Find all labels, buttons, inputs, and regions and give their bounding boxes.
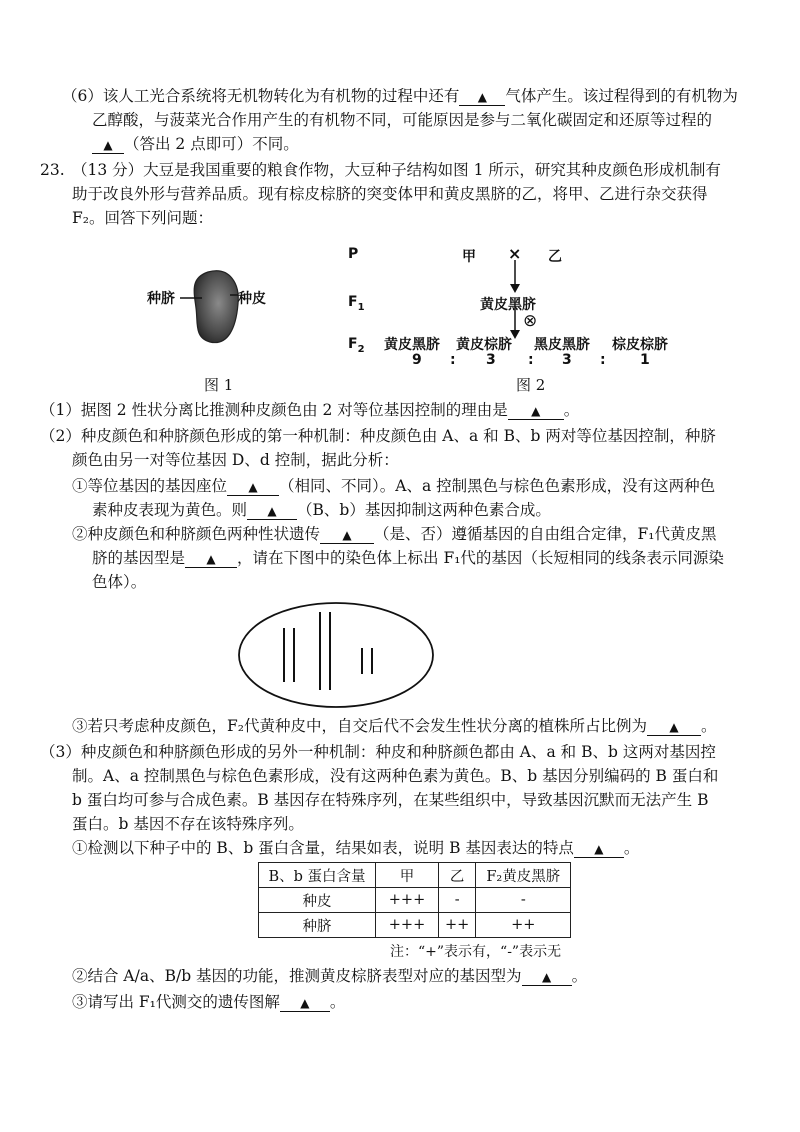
part-2-sub-3 bbox=[72, 716, 717, 736]
parent-yi: 乙 bbox=[548, 249, 562, 265]
table-cell: 种皮 bbox=[259, 888, 376, 913]
q23-intro-3: F₂。回答下列问题： bbox=[72, 209, 213, 227]
f-letter: F bbox=[348, 294, 358, 310]
answer-blank[interactable] bbox=[280, 994, 330, 1012]
q6-text: （6）该人工光合系统将无机物转化为有机物的过程中还有 bbox=[62, 87, 460, 105]
part-2-text: ①等位基因的基因座位 bbox=[72, 477, 228, 495]
part-2-text: 。 bbox=[700, 717, 717, 735]
figure-1-caption: 图 1 bbox=[204, 376, 234, 394]
part-2-text: 脐的基因型是 bbox=[92, 549, 186, 567]
row-label-p: P bbox=[348, 246, 359, 262]
triangle-mark: ▲ bbox=[267, 504, 277, 518]
ratio-colon: : bbox=[450, 352, 456, 368]
cell-outline bbox=[239, 603, 433, 707]
part-2-text: ，请在下图中的染色体上标出 F₁代的基因（长短相同的线条表示同源染 bbox=[237, 549, 724, 567]
part-3-text: ①检测以下种子中的 B、b 蛋白含量，结果如表，说明 B 基因表达的特点 bbox=[72, 839, 574, 857]
label-hilum: 种脐 bbox=[147, 291, 175, 307]
table-cell: +++ bbox=[376, 888, 439, 913]
table-header-cell: F₂黄皮黑脐 bbox=[476, 863, 571, 888]
triangle-mark: ▲ bbox=[103, 138, 113, 152]
q23-line-1 bbox=[40, 160, 65, 180]
answer-blank[interactable] bbox=[522, 968, 572, 986]
answer-blank[interactable] bbox=[320, 526, 374, 544]
part-2-text: （相同、不同）。A、a 控制黑色与棕色色素形成，没有这两种色 bbox=[279, 477, 716, 495]
table-cell: - bbox=[439, 888, 476, 913]
f2-phenotype: 棕皮棕脐 bbox=[612, 337, 668, 353]
q6-line-2: 乙醇酸，与菠菜光合作用产生的有机物不同，可能原因是参与二氧化碳固定和还原等过程的 bbox=[92, 111, 713, 129]
ratio-value: 9 bbox=[412, 352, 422, 368]
triangle-mark: ▲ bbox=[669, 720, 679, 734]
part-2-line-2: 颜色由另一对等位基因 D、d 控制，据此分析： bbox=[72, 451, 399, 469]
triangle-mark: ▲ bbox=[477, 90, 487, 104]
part-2-text: （B、b）基因抑制这两种色素合成。 bbox=[297, 501, 551, 519]
chromosome-cell-figure[interactable] bbox=[236, 600, 436, 710]
table-header-row bbox=[259, 863, 571, 888]
q6-line-3 bbox=[92, 134, 299, 154]
part-3-text: 。 bbox=[571, 967, 588, 985]
part-3-text: ②结合 A/a、B/b 基因的功能，推测黄皮棕脐表型对应的基因型为 bbox=[72, 967, 522, 985]
f2-phenotype: 黑皮黑脐 bbox=[534, 337, 590, 353]
row-label-f2 bbox=[348, 336, 365, 355]
part-3-line-4: 蛋白。b 基因不存在该特殊序列。 bbox=[72, 815, 304, 833]
triangle-mark: ▲ bbox=[300, 996, 310, 1010]
part-3-line-2: 制。A、a 控制黑色与棕色色素形成，没有这两种色素为黄色。B、b 基因分别编码的 B 蛋白和 bbox=[72, 767, 719, 785]
subscript: 2 bbox=[357, 343, 365, 355]
answer-blank[interactable] bbox=[647, 718, 701, 736]
part-1 bbox=[40, 400, 579, 420]
table-cell: 种脐 bbox=[259, 913, 376, 938]
f-letter: F bbox=[348, 336, 358, 352]
ratio-value: 1 bbox=[640, 352, 650, 368]
subscript: 1 bbox=[357, 301, 365, 313]
answer-blank[interactable] bbox=[92, 136, 124, 154]
triangle-mark: ▲ bbox=[541, 970, 552, 984]
q23-intro-1: （13 分）大豆是我国重要的粮食作物，大豆种子结构如图 1 所示，研究其种皮颜色形成机制有 bbox=[72, 161, 721, 179]
part-3-line-3: b 蛋白均可参与合成色素。B 基因存在特殊序列，在某些组织中，导致基因沉默而无法产生 B bbox=[72, 791, 709, 809]
part-3-sub-2 bbox=[72, 966, 587, 986]
answer-blank[interactable] bbox=[459, 88, 505, 106]
part-2-text: ③若只考虑种皮颜色，F₂代黄种皮中，自交后代不会发生性状分离的植株所占比例为 bbox=[72, 717, 647, 735]
table-header-cell: 甲 bbox=[376, 863, 439, 888]
table-cell: - bbox=[476, 888, 571, 913]
f2-phenotype: 黄皮棕脐 bbox=[456, 337, 512, 353]
parent-jia: 甲 bbox=[462, 249, 476, 265]
table-row bbox=[259, 913, 571, 938]
ratio-value: 3 bbox=[562, 352, 572, 368]
q6-line-1 bbox=[62, 86, 738, 106]
table-row bbox=[259, 888, 571, 913]
row-label-f1 bbox=[348, 294, 365, 313]
selfing-symbol: ⊗ bbox=[523, 311, 538, 331]
table-cell: ++ bbox=[439, 913, 476, 938]
triangle-mark: ▲ bbox=[206, 552, 216, 566]
part-3-sub-3 bbox=[72, 992, 345, 1012]
part-3-text: 。 bbox=[623, 839, 640, 857]
answer-blank[interactable] bbox=[247, 502, 297, 520]
part-1-text: （1）据图 2 性状分离比推测种皮颜色由 2 对等位基因控制的理由是 bbox=[40, 401, 508, 419]
cross-symbol: × bbox=[508, 244, 522, 263]
part-3-line-1: （3）种皮颜色和种脐颜色形成的另外一种机制：种皮和种脐颜色都由 A、a 和 B、b 这两对基因控 bbox=[40, 743, 716, 761]
triangle-mark: ▲ bbox=[594, 842, 604, 856]
triangle-mark: ▲ bbox=[342, 528, 352, 542]
part-3-sub-1 bbox=[72, 838, 639, 858]
answer-blank[interactable] bbox=[185, 550, 237, 568]
part-2-line-1: （2）种皮颜色和种脐颜色形成的第一种机制：种皮颜色由 A、a 和 B、b 两对等位基因控制，种脐 bbox=[40, 427, 716, 445]
table-cell: ++ bbox=[476, 913, 571, 938]
table-note: 注：“+”表示有，“-”表示无 bbox=[390, 944, 562, 960]
f1-phenotype: 黄皮黑脐 bbox=[480, 297, 536, 313]
figure-2-caption: 图 2 bbox=[516, 376, 546, 394]
part-2-sub-2 bbox=[72, 524, 717, 544]
table-cell: +++ bbox=[376, 913, 439, 938]
part-2-text: （是、否）遵循基因的自由组合定律，F₁代黄皮黑 bbox=[374, 525, 717, 543]
part-2-sub-2b bbox=[92, 548, 724, 568]
triangle-mark: ▲ bbox=[248, 480, 258, 494]
seed-shape bbox=[194, 271, 238, 343]
part-2-text: ②种皮颜色和种脐颜色两种性状遗传 bbox=[72, 525, 321, 543]
part-1-text: 。 bbox=[563, 401, 580, 419]
answer-blank[interactable] bbox=[227, 478, 279, 496]
table-header-cell: B、b 蛋白含量 bbox=[259, 863, 376, 888]
ratio-colon: : bbox=[600, 352, 606, 368]
part-2-sub-1 bbox=[72, 476, 715, 496]
q6-text: 气体产生。该过程得到的有机物为 bbox=[505, 87, 738, 105]
ratio-colon: : bbox=[528, 352, 534, 368]
question-number: 23. bbox=[40, 161, 65, 179]
part-3-text: 。 bbox=[329, 993, 346, 1011]
triangle-mark: ▲ bbox=[531, 404, 541, 418]
part-2-sub-1b bbox=[92, 500, 551, 520]
protein-content-table bbox=[258, 862, 571, 938]
f2-phenotype: 黄皮黑脐 bbox=[384, 337, 440, 353]
answer-blank[interactable] bbox=[508, 402, 564, 420]
part-2-text: 素种皮表现为黄色。则 bbox=[92, 501, 248, 519]
q23-intro-2: 助于改良外形与营养品质。现有棕皮棕脐的突变体甲和黄皮黑脐的乙，将甲、乙进行杂交获得 bbox=[72, 185, 708, 203]
answer-blank[interactable] bbox=[574, 840, 624, 858]
part-3-text: ③请写出 F₁代测交的遗传图解 bbox=[72, 993, 280, 1011]
q6-text: （答出 2 点即可）不同。 bbox=[124, 135, 299, 153]
part-2-sub-2c: 色体）。 bbox=[92, 573, 147, 591]
table-header-cell: 乙 bbox=[439, 863, 476, 888]
ratio-value: 3 bbox=[486, 352, 496, 368]
label-seed-coat: 种皮 bbox=[238, 291, 266, 307]
